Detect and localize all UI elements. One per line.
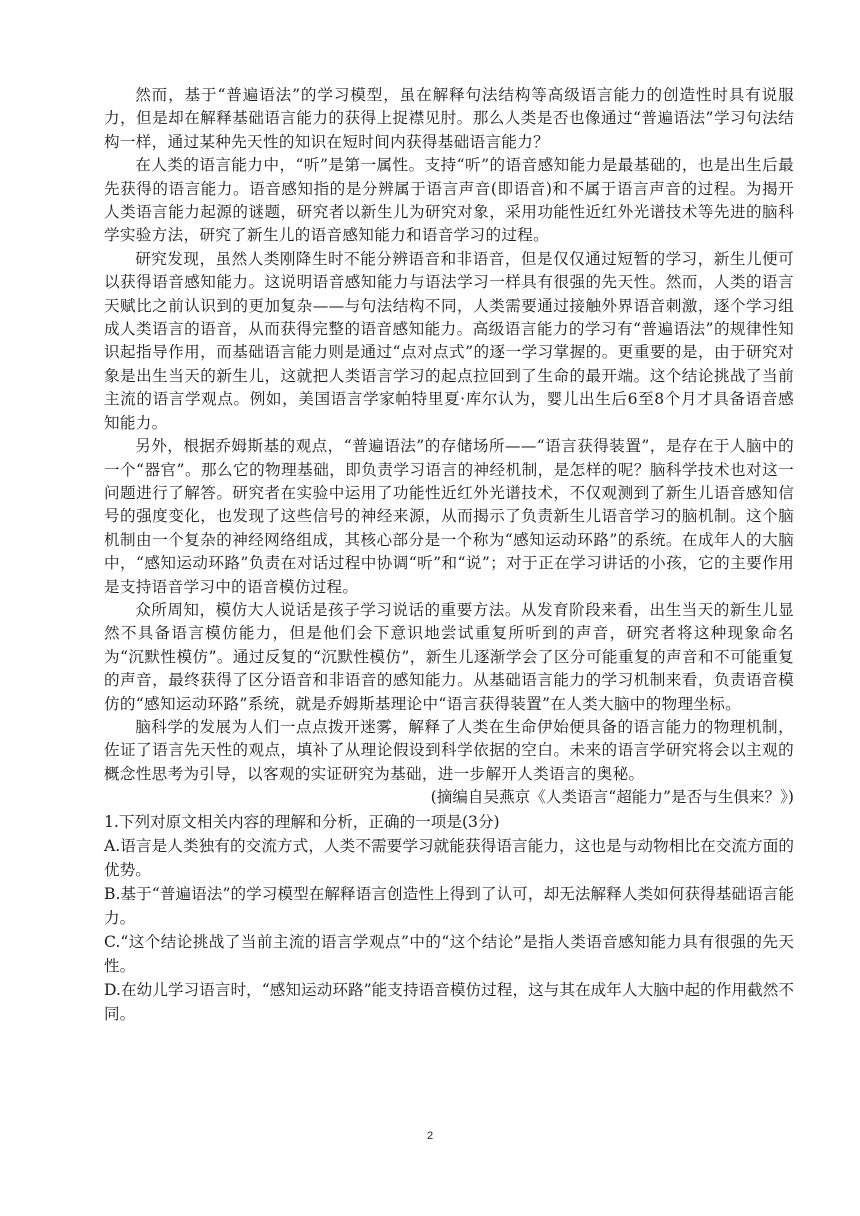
question-stem: 1.下列对原文相关内容的理解和分析，正确的一项是(3分) [104, 812, 500, 831]
option-d: D.在幼儿学习语言时，“感知运动环路”能支持语音模仿过程，这与其在成年人大脑中起的作用截然不同。 [104, 980, 794, 1023]
article-paragraph: 研究发现，虽然人类刚降生时不能分辨语音和非语音，但是仅仅通过短暂的学习，新生儿便可以获得语音感知能力。这说明语音感知能力与语法学习一样具有很强的先天性。然而，人类的语言天赋比之前认识到的更加复杂——与句法结构不同，人类需要通过接触外界语音刺激，逐个学习组成人类语言的语音，从而获得完整的语音感知能力。高级语言能力的学习有“普遍语法”的规律性知识起指导作用，而基础语言能力则是通过“点对点式”的逐一学习掌握的。更重要的是，由于研究对象是出生当天的新生儿，这就把人类语言学习的起点拉回到了生命的最开端。这个结论挑战了当前主流的语言学观点。例如，美国语言学家帕特里夏·库尔认为，婴儿出生后6至8个月才具备语音感知能力。 [104, 249, 794, 432]
article-paragraph: 另外，根据乔姆斯基的观点，“普遍语法”的存储场所——“语言获得装置”，是存在于人脑中的一个“器官”。那么它的物理基础，即负责学习语言的神经机制，是怎样的呢？脑科学技术也对这一问题进行了解答。研究者在实验中运用了功能性近红外光谱技术，不仅观测到了新生儿语音感知信号的强度变化，也发现了这些信号的神经来源，从而揭示了负责新生儿语音学习的脑机制。这个脑机制由一个复杂的神经网络组成，其核心部分是一个称为“感知运动环路”的系统。在成年人的大脑中，“感知运动环路”负责在对话过程中协调“听”和“说”；对于正在学习讲话的小孩，它的主要作用是支持语音学习中的语音模仿过程。 [104, 437, 794, 596]
page-number: 2 [426, 1130, 434, 1142]
question-1 [104, 810, 794, 1026]
article-paragraph: 脑科学的发展为人们一点点拨开迷雾，解释了人类在生命伊始便具备的语言能力的物理机制，佐证了语言先天性的观点，填补了从理论假设到科学依据的空白。未来的语言学研究将会以主观的概念性思考为引导，以客观的实证研究为基础，进一步解开人类语言的奥秘。 [104, 717, 794, 783]
article-paragraph: 在人类的语言能力中，“听”是第一属性。支持“听”的语音感知能力是最基础的，也是出生后最先获得的语言能力。语音感知指的是分辨属于语言声音(即语音)和不属于语言声音的过程。为揭开人类语言能力起源的谜题，研究者以新生儿为研究对象，采用功能性近红外光谱技术等先进的脑科学实验方法，研究了新生儿的语音感知能力和语音学习的过程。 [104, 156, 794, 245]
article-paragraph: 然而，基于“普遍语法”的学习模型，虽在解释句法结构等高级语言能力的创造性时具有说服力，但是却在解释基础语言能力的获得上捉襟见肘。那么人类是否也像通过“普遍语法”学习句法结构一样，通过某种先天性的知识在短时间内获得基础语言能力？ [104, 86, 794, 151]
option-a: A.语言是人类独有的交流方式，人类不需要学习就能获得语言能力，这也是与动物相比在交流方面的优势。 [104, 836, 794, 879]
article-paragraph: 众所周知，模仿大人说话是孩子学习说话的重要方法。从发育阶段来看，出生当天的新生儿显然不具备语言模仿能力，但是他们会下意识地尝试重复所听到的声音，研究者将这种现象命名为“沉默性模仿”。通过反复的“沉默性模仿”，新生儿逐渐学会了区分可能重复的声音和不可能重复的声音，最终获得了区分语音和非语音的感知能力。从基础语言能力的学习机制来看，负责语音模仿的“感知运动环路”系统，就是乔姆斯基理论中“语言获得装置”在人类大脑中的物理坐标。 [104, 600, 794, 713]
article-body [104, 84, 794, 786]
option-c: C.“这个结论挑战了当前主流的语言学观点”中的“这个结论”是指人类语音感知能力具有很强的先天性。 [104, 932, 794, 975]
option-b: B.基于“普遍语法”的学习模型在解释语言创造性上得到了认可，却无法解释人类如何获得基础语言能力。 [104, 884, 794, 927]
article-source: (摘编自吴燕京《人类语言“超能力”是否与生俱来？》) [430, 788, 794, 807]
